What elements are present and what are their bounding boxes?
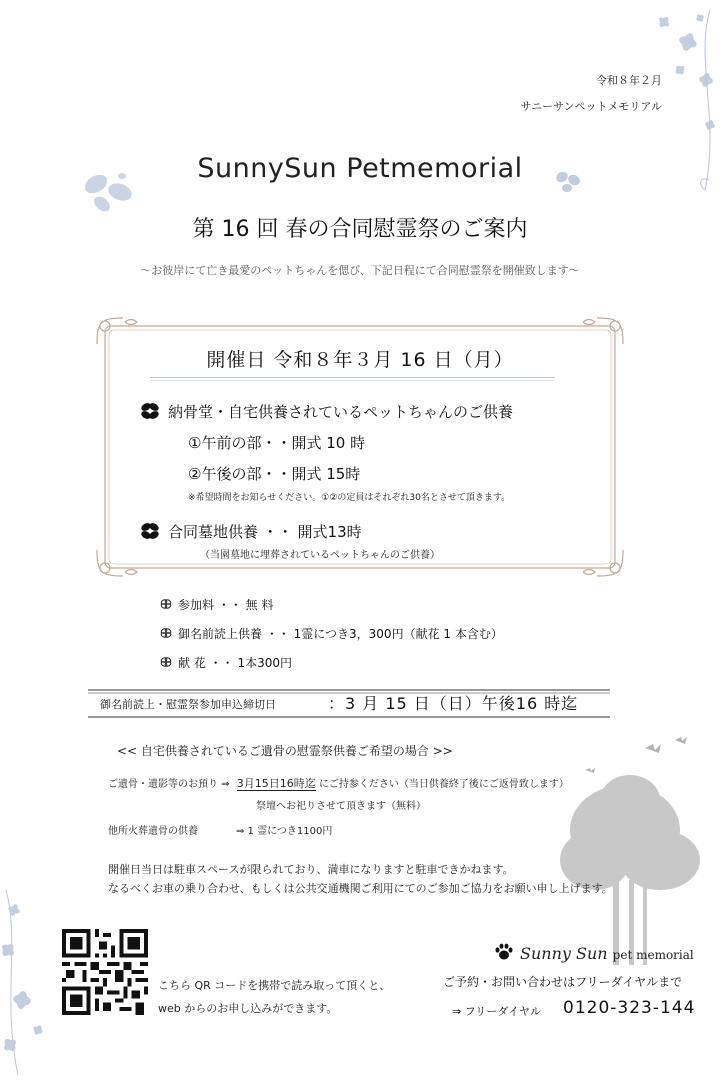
fee-flower-text: 献 花 ・・ 1本300円 [178,656,292,670]
flower-bullet-icon [160,656,172,668]
brand-title: SunnySun Petmemorial [197,153,523,184]
other-cremation-fee: ⇒ 1 霊につき1100円 [236,826,333,837]
fee-name-reading-text: 御名前読上供養 ・・ 1霊につき3，300円（献花 1 本含む） [178,627,503,641]
qr-instruction-line1: こちら QR コードを携帯で読み取って頂くと、 [158,979,391,992]
remains-deposit-deadline: 3月15日16時迄 [236,777,316,790]
heading-divider-secondary [150,380,555,381]
section-common-grave-title: 合同墓地供養 ・・ 開式13時 [168,523,362,541]
footer-logo-sub: pet memorial [612,948,694,962]
issue-info [521,68,662,120]
capacity-note: ※希望時間をお知らせください。①②の定員はそれぞれ30名とさせて頂きます。 [188,493,511,503]
event-date-heading: 開催日 令和８年３月 16 日（月） [206,349,514,371]
qr-code[interactable] [62,929,148,1015]
contact-line: ご予約・お問い合わせはフリーダイヤルまで [443,975,683,989]
fee-name-reading [160,625,503,642]
tree-decoration [555,730,720,970]
section-ossuary-title: 納骨堂・自宅供養されているペットちゃんのご供養 [168,403,514,421]
deadline-label: 御名前読上・慰霊祭参加申込締切日 [100,698,276,711]
fee-participation-text: 参加料 ・・ 無 料 [178,598,274,612]
section-common-grave [140,521,362,542]
common-grave-note: （当園墓地に埋葬されているペットちゃんのご供養） [200,550,440,561]
free-dial-label: ⇒ フリーダイヤル [452,1005,541,1018]
paw-icon [494,943,514,961]
session-morning: ①午前の部・・開式 10 時 [188,434,366,452]
parking-notice-line1: 開催日当日は駐車スペースが限られており、満車になりますと駐車できかねます。 [108,863,514,876]
deadline-value: ：3 月 15 日（日）午後16 時迄 [328,694,579,713]
free-dial-number[interactable]: 0120-323-144 [563,998,696,1018]
flower-bullet-icon [160,627,172,639]
page-subtitle: 〜お彼岸にて亡き最愛のペットちゃんを偲び、下記日程にて合同慰霊祭を開催致します〜 [140,264,580,277]
qr-instruction-line2: web からのお申し込みができます。 [158,1002,338,1015]
section-ossuary [140,401,513,422]
flower-decoration-bottom-left [0,880,60,1080]
parking-notice-line2: なるべくお車の乗り合わせ、もしくは公共交通機関ご利用にてのご参加ご協力をお願い申し上げます。 [108,882,613,895]
footer-logo-main: Sunny Sun [520,944,608,963]
issue-date: 令和８年２月 [596,74,662,87]
page-title: 第 16 回 春の合同慰霊祭のご案内 [192,217,528,242]
organization-name: サニーサンペットメモリアル [520,100,662,113]
fee-flower [160,654,292,671]
clover-icon [140,522,160,540]
flower-bullet-icon [160,598,172,610]
remains-deposit-instructions: にご持参ください（当日供養終了後にご返骨致します） [318,779,569,790]
home-offering-row1 [108,775,569,791]
other-cremation-label: 他所火葬遺骨の供養 [108,826,198,837]
session-afternoon: ②午後の部・・開式 15時 [188,465,361,483]
heading-divider [150,377,555,378]
remains-deposit-label: ご遺骨・遺影等のお預り ⇒ [108,779,230,790]
clover-icon [140,402,160,420]
footer-logo [520,944,694,963]
home-offering-heading: << 自宅供養されているご遺骨の慰霊祭供養ご希望の場合 >> [117,744,453,758]
remains-deposit-note: 祭壇へお祀りさせて頂きます（無料） [256,801,426,812]
fee-participation [160,596,273,613]
